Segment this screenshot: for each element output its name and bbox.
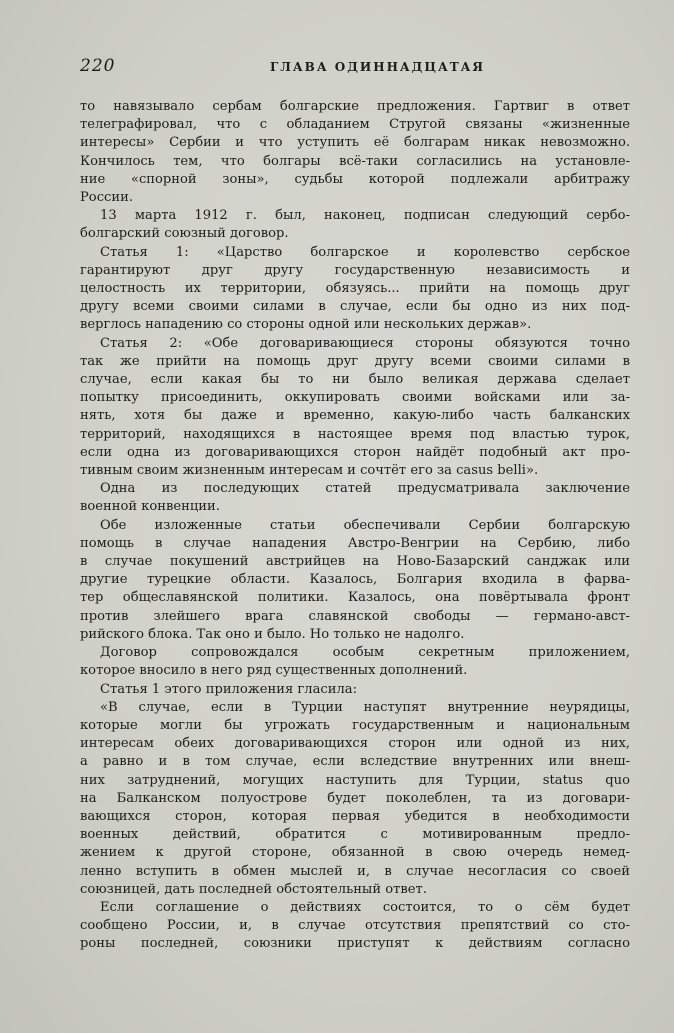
- text-line: вающихся сторон, которая первая убедится в необходимости: [80, 808, 630, 824]
- text-line: военных действий, обратится с мотивированным предло-: [80, 827, 630, 843]
- body-text: [80, 98, 630, 954]
- text-line: Если соглашение о действиях состоится, то о сём будет: [100, 899, 630, 915]
- text-line: жением к другой стороне, обязанной в свою очередь немед-: [80, 845, 630, 861]
- page-number: 220: [80, 56, 116, 76]
- text-line: на Балканском полуострове будет поколеблен, та из договари-: [80, 790, 630, 806]
- text-line: в случае покушений австрийцев на Ново-Базарский санджак или: [80, 554, 630, 570]
- text-line: интересам обеих договаривающихся сторон или одной из них,: [80, 736, 630, 752]
- text-line: Договор сопровождался особым секретным приложением,: [100, 645, 630, 661]
- text-line: так же прийти на помощь друг другу всеми своими силами в: [80, 353, 630, 369]
- text-line: а равно и в том случае, если вследствие внутренних или внеш-: [80, 754, 630, 770]
- text-line: ние «спорной зоны», судьбы которой подлежали арбитражу: [80, 171, 630, 187]
- running-head: ГЛАВА ОДИННАДЦАТАЯ: [270, 60, 485, 74]
- text-line: сообщено России, и, в случае отсутствия препятствий со сто-: [80, 918, 630, 934]
- text-line: гарантируют друг другу государственную независимость и: [80, 262, 630, 278]
- text-line: тивным своим жизненным интересам и сочтёт его за casus belli».: [80, 463, 539, 479]
- text-line: телеграфировал, что с обладанием Стругой связаны «жизненные: [80, 117, 630, 133]
- text-line: Статья 2: «Обе договаривающиеся стороны обязуются точно: [100, 335, 630, 351]
- text-line: 13 марта 1912 г. был, наконец, подписан следующий сербо-: [100, 208, 630, 224]
- text-line: которые могли бы угрожать государственным и национальным: [80, 717, 630, 733]
- text-line: болгарский союзный договор.: [80, 226, 289, 242]
- text-line: другие турецкие области. Казалось, Болгария входила в фарва-: [80, 572, 630, 588]
- text-line: Одна из последующих статей предусматривала заключение: [100, 481, 630, 497]
- text-line: которое вносило в него ряд существенных дополнений.: [80, 663, 468, 679]
- text-line: «В случае, если в Турции наступят внутренние неурядицы,: [100, 699, 630, 715]
- text-line: попытку присоединить, оккупировать своими войсками или за-: [80, 390, 630, 406]
- text-line: тер общеславянской политики. Казалось, она повёртывала фронт: [80, 590, 630, 606]
- text-line: рийского блока. Так оно и было. Но только не надолго.: [80, 626, 465, 642]
- text-line: роны последней, союзники приступят к действиям согласно: [80, 936, 630, 952]
- text-line: Статья 1: «Царство болгарское и королевство сербское: [100, 244, 630, 260]
- page-header: [80, 56, 632, 82]
- text-line: России.: [80, 190, 133, 206]
- text-line: интересы» Сербии и что уступить её болгарам никак невозможно.: [80, 135, 630, 151]
- text-line: против злейшего врага славянской свободы — германо-авст-: [80, 608, 630, 624]
- text-line: военной конвенции.: [80, 499, 220, 515]
- text-line: ленно вступить в обмен мыслей и, в случае несогласия со своей: [80, 863, 630, 879]
- text-line: нять, хотя бы даже и временно, какую-либо часть балканских: [80, 408, 630, 424]
- text-line: то навязывало сербам болгарские предложения. Гартвиг в ответ: [80, 99, 630, 114]
- text-line: верглось нападению со стороны одной или нескольких держав».: [80, 317, 532, 333]
- text-line: помощь в случае нападения Австро-Венгрии на Сербию, либо: [80, 535, 630, 551]
- text-line: территорий, находящихся в настоящее время под властью турок,: [80, 426, 630, 442]
- text-line: Статья 1 этого приложения гласила:: [100, 681, 358, 697]
- text-line: Кончилось тем, что болгары всё-таки согласились на установле-: [80, 153, 630, 169]
- text-line: Обе изложенные статьи обеспечивали Сербии болгарскую: [100, 517, 630, 533]
- text-line: другу всеми своими силами в случае, если бы одно из них под-: [80, 299, 630, 315]
- text-line: если одна из договаривающихся сторон найдёт подобный акт про-: [80, 444, 630, 460]
- text-line: союзницей, дать последней обстоятельный ответ.: [80, 881, 427, 897]
- text-line: случае, если какая бы то ни было великая держава сделает: [80, 372, 630, 388]
- text-line: них затруднений, могущих наступить для Турции, status quo: [80, 772, 630, 788]
- text-line: целостность их территории, обязуясь... прийти на помощь друг: [80, 281, 630, 297]
